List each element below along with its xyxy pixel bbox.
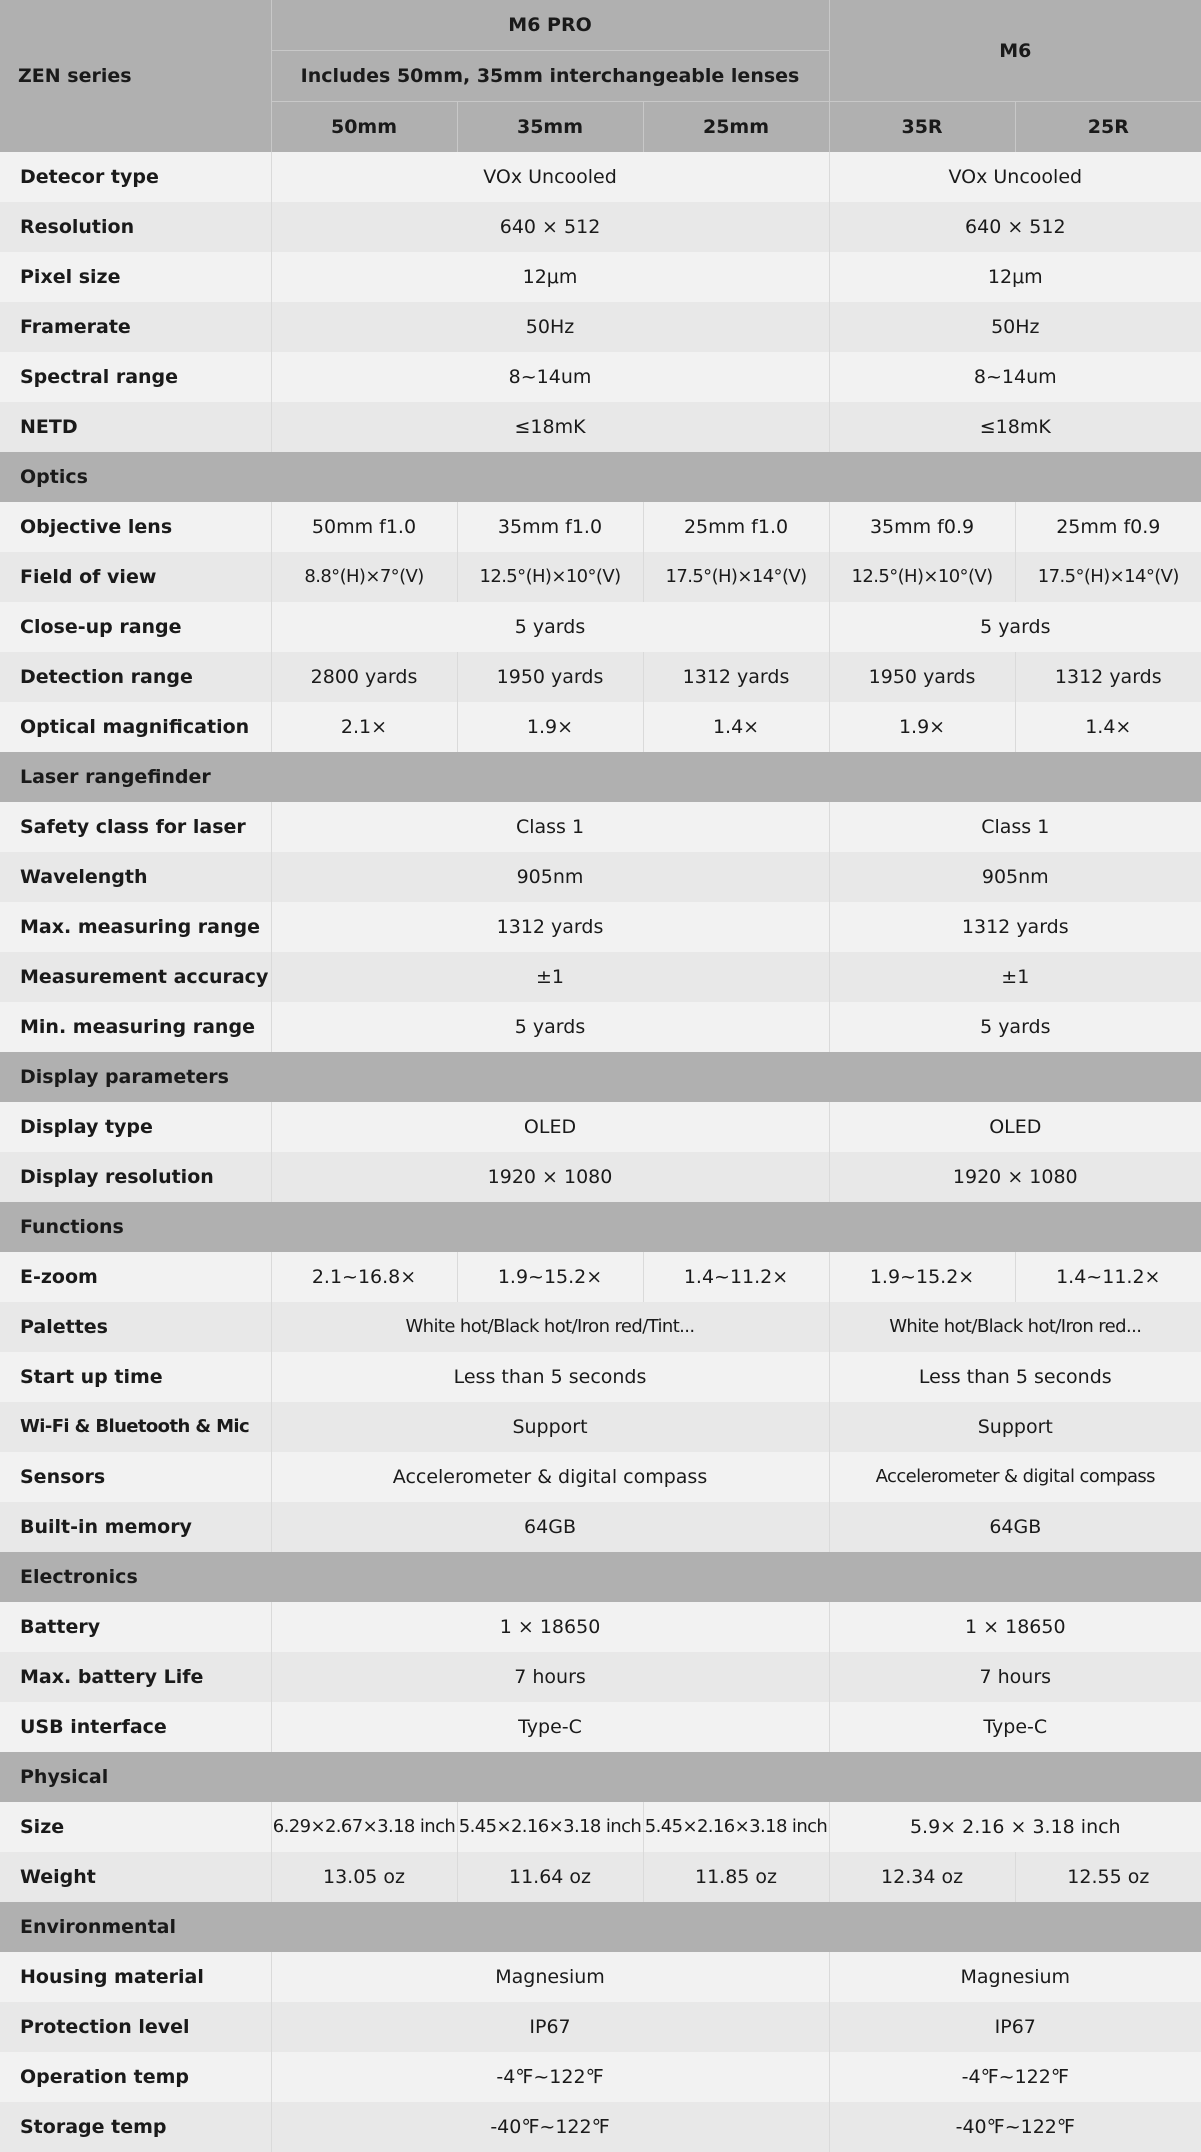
row-label: Storage temp (0, 2102, 271, 2152)
cell-value: 25mm f1.0 (643, 502, 829, 552)
cell-value: 17.5°(H)×14°(V) (1015, 552, 1201, 602)
row-label: Min. measuring range (0, 1002, 271, 1052)
row-label: Detection range (0, 652, 271, 702)
cell-value: 12.34 oz (829, 1852, 1015, 1902)
m6pro-value: 50Hz (271, 302, 829, 352)
section-header-environmental: Environmental (0, 1902, 1201, 1952)
m6-value: 5.9× 2.16 × 3.18 inch (829, 1802, 1201, 1852)
m6-value: White hot/Black hot/Iron red... (829, 1302, 1201, 1352)
row-label: Weight (0, 1852, 271, 1902)
cell-value: 35mm f0.9 (829, 502, 1015, 552)
m6-value: 640 × 512 (829, 202, 1201, 252)
row-label: Framerate (0, 302, 271, 352)
m6-value: 8~14um (829, 352, 1201, 402)
m6pro-value: Type-C (271, 1702, 829, 1752)
m6pro-value: 5 yards (271, 1002, 829, 1052)
row-label: Wi-Fi & Bluetooth & Mic (0, 1402, 271, 1452)
row-label: Size (0, 1802, 271, 1852)
m6-header: M6 (829, 0, 1201, 102)
m6-value: 1920 × 1080 (829, 1152, 1201, 1202)
cell-value: 17.5°(H)×14°(V) (643, 552, 829, 602)
m6-value: Less than 5 seconds (829, 1352, 1201, 1402)
m6pro-value: ≤18mK (271, 402, 829, 452)
cell-value: 6.29×2.67×3.18 inch (271, 1802, 457, 1852)
cell-value: 1.9~15.2× (457, 1252, 643, 1302)
m6pro-header: M6 PRO (271, 0, 829, 51)
cell-value: 1312 yards (1015, 652, 1201, 702)
m6-value: -4℉~122℉ (829, 2052, 1201, 2102)
row-label: E-zoom (0, 1252, 271, 1302)
model-header: 35mm (457, 102, 643, 153)
section-header-functions: Functions (0, 1202, 1201, 1252)
m6-value: 64GB (829, 1502, 1201, 1552)
row-label: NETD (0, 402, 271, 452)
m6-value: Class 1 (829, 802, 1201, 852)
m6pro-value: 1312 yards (271, 902, 829, 952)
m6-value: -40℉~122℉ (829, 2102, 1201, 2152)
cell-value: 1.9× (457, 702, 643, 752)
row-label: Safety class for laser (0, 802, 271, 852)
model-header: 50mm (271, 102, 457, 153)
row-label: Operation temp (0, 2052, 271, 2102)
cell-value: 12.5°(H)×10°(V) (829, 552, 1015, 602)
row-label: Display resolution (0, 1152, 271, 1202)
cell-value: 2800 yards (271, 652, 457, 702)
m6pro-value: White hot/Black hot/Iron red/Tint... (271, 1302, 829, 1352)
m6-value: OLED (829, 1102, 1201, 1152)
m6-value: 5 yards (829, 602, 1201, 652)
m6pro-value: 1 × 18650 (271, 1602, 829, 1652)
m6pro-note: Includes 50mm, 35mm interchangeable lenses (271, 51, 829, 102)
row-label: Battery (0, 1602, 271, 1652)
cell-value: 12.55 oz (1015, 1852, 1201, 1902)
m6pro-value: 64GB (271, 1502, 829, 1552)
m6pro-value: Less than 5 seconds (271, 1352, 829, 1402)
cell-value: 1.9~15.2× (829, 1252, 1015, 1302)
row-label: Pixel size (0, 252, 271, 302)
cell-value: 1312 yards (643, 652, 829, 702)
cell-value: 12.5°(H)×10°(V) (457, 552, 643, 602)
cell-value: 50mm f1.0 (271, 502, 457, 552)
m6pro-value: Class 1 (271, 802, 829, 852)
m6pro-value: 12μm (271, 252, 829, 302)
cell-value: 25mm f0.9 (1015, 502, 1201, 552)
m6-value: ±1 (829, 952, 1201, 1002)
cell-value: 5.45×2.16×3.18 inch (643, 1802, 829, 1852)
row-label: Start up time (0, 1352, 271, 1402)
m6-value: 12μm (829, 252, 1201, 302)
cell-value: 1.4~11.2× (643, 1252, 829, 1302)
section-header-physical: Physical (0, 1752, 1201, 1802)
cell-value: 2.1× (271, 702, 457, 752)
m6pro-value: 1920 × 1080 (271, 1152, 829, 1202)
m6-value: IP67 (829, 2002, 1201, 2052)
m6-value: 905nm (829, 852, 1201, 902)
m6-value: 7 hours (829, 1652, 1201, 1702)
cell-value: 35mm f1.0 (457, 502, 643, 552)
m6pro-value: IP67 (271, 2002, 829, 2052)
m6pro-value: Accelerometer & digital compass (271, 1452, 829, 1502)
m6pro-value: Magnesium (271, 1952, 829, 2002)
cell-value: 1.4× (1015, 702, 1201, 752)
section-header-laser: Laser rangefinder (0, 752, 1201, 802)
cell-value: 11.85 oz (643, 1852, 829, 1902)
m6pro-value: VOx Uncooled (271, 152, 829, 202)
row-label: Protection level (0, 2002, 271, 2052)
m6-value: 5 yards (829, 1002, 1201, 1052)
cell-value: 5.45×2.16×3.18 inch (457, 1802, 643, 1852)
row-label: Palettes (0, 1302, 271, 1352)
section-header-display: Display parameters (0, 1052, 1201, 1102)
row-label: Built-in memory (0, 1502, 271, 1552)
model-header: 35R (829, 102, 1015, 153)
row-label: Objective lens (0, 502, 271, 552)
m6-value: VOx Uncooled (829, 152, 1201, 202)
m6pro-value: 905nm (271, 852, 829, 902)
m6pro-value: 640 × 512 (271, 202, 829, 252)
model-header: 25R (1015, 102, 1201, 153)
row-label: Housing material (0, 1952, 271, 2002)
row-label: Optical magnification (0, 702, 271, 752)
m6pro-value: 8~14um (271, 352, 829, 402)
m6pro-value: 7 hours (271, 1652, 829, 1702)
model-header: 25mm (643, 102, 829, 153)
cell-value: 1.9× (829, 702, 1015, 752)
m6pro-value: Support (271, 1402, 829, 1452)
cell-value: 8.8°(H)×7°(V) (271, 552, 457, 602)
series-header: ZEN series (0, 0, 271, 152)
row-label: Max. measuring range (0, 902, 271, 952)
row-label: Wavelength (0, 852, 271, 902)
m6-value: 1312 yards (829, 902, 1201, 952)
row-label: Sensors (0, 1452, 271, 1502)
cell-value: 1.4× (643, 702, 829, 752)
m6-value: 50Hz (829, 302, 1201, 352)
row-label: Display type (0, 1102, 271, 1152)
m6-value: ≤18mK (829, 402, 1201, 452)
m6-value: 1 × 18650 (829, 1602, 1201, 1652)
m6-value: Type-C (829, 1702, 1201, 1752)
row-label: Resolution (0, 202, 271, 252)
cell-value: 1.4~11.2× (1015, 1252, 1201, 1302)
m6pro-value: -40℉~122℉ (271, 2102, 829, 2152)
row-label: USB interface (0, 1702, 271, 1752)
row-label: Field of view (0, 552, 271, 602)
cell-value: 1950 yards (457, 652, 643, 702)
row-label: Measurement accuracy (0, 952, 271, 1002)
section-header-electronics: Electronics (0, 1552, 1201, 1602)
m6pro-value: OLED (271, 1102, 829, 1152)
m6-value: Support (829, 1402, 1201, 1452)
m6pro-value: ±1 (271, 952, 829, 1002)
row-label: Spectral range (0, 352, 271, 402)
cell-value: 2.1~16.8× (271, 1252, 457, 1302)
m6-value: Accelerometer & digital compass (829, 1452, 1201, 1502)
cell-value: 13.05 oz (271, 1852, 457, 1902)
m6-value: Magnesium (829, 1952, 1201, 2002)
m6pro-value: -4℉~122℉ (271, 2052, 829, 2102)
cell-value: 1950 yards (829, 652, 1015, 702)
row-label: Close-up range (0, 602, 271, 652)
section-header-optics: Optics (0, 452, 1201, 502)
row-label: Detecor type (0, 152, 271, 202)
cell-value: 11.64 oz (457, 1852, 643, 1902)
row-label: Max. battery Life (0, 1652, 271, 1702)
m6pro-value: 5 yards (271, 602, 829, 652)
